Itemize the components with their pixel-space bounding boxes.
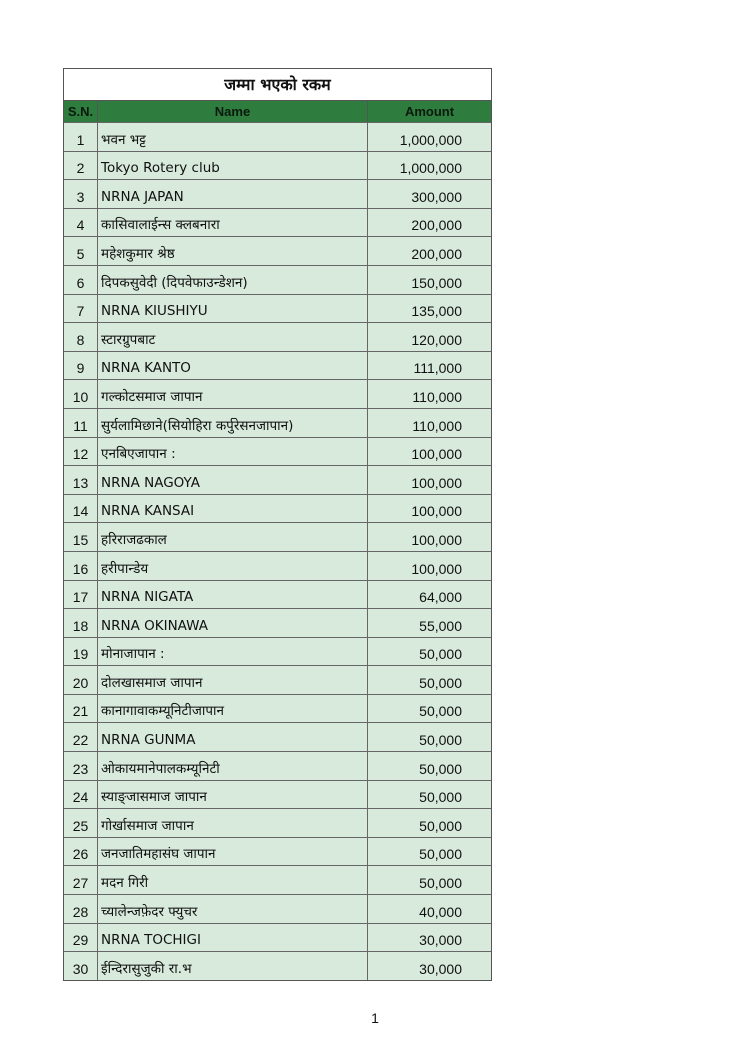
- row-sn: 18: [64, 609, 98, 637]
- row-amount: 50,000: [419, 646, 462, 663]
- row-name: जनजातिमहासंघ जापान: [98, 838, 368, 866]
- table-row: [64, 465, 491, 494]
- row-name: NRNA KANSAI: [98, 495, 368, 523]
- row-name: सुर्यलामिछाने(सियोहिरा कर्पुरेसनजापान): [98, 409, 368, 437]
- row-name: हरीपान्डेय: [98, 552, 368, 580]
- row-sn: 15: [64, 523, 98, 551]
- row-sn: 30: [64, 952, 98, 980]
- table-row: [64, 494, 491, 523]
- row-sn: 7: [64, 295, 98, 323]
- donation-table: [63, 68, 492, 981]
- row-name: NRNA NIGATA: [98, 581, 368, 609]
- row-name: Tokyo Rotery club: [98, 152, 368, 180]
- table-row: [64, 122, 491, 151]
- table-row: [64, 923, 491, 952]
- row-name: भवन भट्ट: [98, 123, 368, 151]
- row-name: कासिवालाईन्स क्लबनारा: [98, 209, 368, 237]
- table-row: [64, 236, 491, 265]
- row-sn: 29: [64, 924, 98, 952]
- row-amount: 64,000: [419, 589, 462, 606]
- table-row: [64, 265, 491, 294]
- row-sn: 4: [64, 209, 98, 237]
- row-amount: 50,000: [419, 703, 462, 720]
- row-sn: 13: [64, 466, 98, 494]
- row-amount: 100,000: [411, 503, 462, 520]
- row-sn: 10: [64, 380, 98, 408]
- table-row: [64, 665, 491, 694]
- row-amount: 100,000: [411, 560, 462, 577]
- row-name: मोनाजापान :: [98, 638, 368, 666]
- table-row: [64, 179, 491, 208]
- row-sn: 24: [64, 781, 98, 809]
- row-name: महेशकुमार श्रेष्ठ: [98, 237, 368, 265]
- table-row: [64, 208, 491, 237]
- row-name: कानागावाकम्यूनिटीजापान: [98, 695, 368, 723]
- row-amount: 50,000: [419, 760, 462, 777]
- table-row: [64, 379, 491, 408]
- row-amount: 200,000: [411, 245, 462, 262]
- row-name: NRNA OKINAWA: [98, 609, 368, 637]
- row-amount: 135,000: [411, 303, 462, 320]
- row-name: स्टारग्रुपबाट: [98, 323, 368, 351]
- row-sn: 5: [64, 237, 98, 265]
- row-name: दोलखासमाज जापान: [98, 666, 368, 694]
- table-row: [64, 551, 491, 580]
- row-name: NRNA NAGOYA: [98, 466, 368, 494]
- table-row: [64, 837, 491, 866]
- table-body: [64, 122, 491, 980]
- row-amount: 40,000: [419, 903, 462, 920]
- row-sn: 28: [64, 895, 98, 923]
- table-row: [64, 951, 491, 980]
- row-sn: 16: [64, 552, 98, 580]
- table-row: [64, 808, 491, 837]
- row-name: NRNA GUNMA: [98, 723, 368, 751]
- row-sn: 21: [64, 695, 98, 723]
- row-amount: 100,000: [411, 474, 462, 491]
- row-amount: 50,000: [419, 846, 462, 863]
- row-sn: 19: [64, 638, 98, 666]
- row-name: NRNA KIUSHIYU: [98, 295, 368, 323]
- row-sn: 1: [64, 123, 98, 151]
- row-amount: 30,000: [419, 960, 462, 977]
- row-name: NRNA JAPAN: [98, 180, 368, 208]
- table-header-row: [64, 101, 491, 122]
- table-row: [64, 608, 491, 637]
- row-sn: 11: [64, 409, 98, 437]
- row-name: एनबिएजापान :: [98, 438, 368, 466]
- row-name: गोर्खासमाज जापान: [98, 809, 368, 837]
- row-name: NRNA TOCHIGI: [98, 924, 368, 952]
- row-name: दिपकसुवेदी (दिपवेफाउन्डेशन): [98, 266, 368, 294]
- row-name: ईन्दिरासुजुकी रा.भ: [98, 952, 368, 980]
- row-name: हरिराजढकाल: [98, 523, 368, 551]
- table-row: [64, 437, 491, 466]
- row-sn: 3: [64, 180, 98, 208]
- row-amount: 300,000: [411, 188, 462, 205]
- table-row: [64, 151, 491, 180]
- header-name: Name: [98, 101, 368, 122]
- table-row: [64, 408, 491, 437]
- table-row: [64, 751, 491, 780]
- row-amount: 120,000: [411, 331, 462, 348]
- row-amount: 110,000: [412, 417, 462, 434]
- table-row: [64, 637, 491, 666]
- table-row: [64, 580, 491, 609]
- row-amount: 50,000: [419, 732, 462, 749]
- table-row: [64, 894, 491, 923]
- table-row: [64, 294, 491, 323]
- row-sn: 23: [64, 752, 98, 780]
- row-amount: 30,000: [419, 932, 462, 949]
- row-amount: 100,000: [411, 446, 462, 463]
- header-sn: S.N.: [64, 101, 98, 122]
- row-sn: 9: [64, 352, 98, 380]
- row-amount: 1,000,000: [399, 131, 462, 148]
- row-name: च्यालेन्जफ़ेदर फ्युचर: [98, 895, 368, 923]
- table-row: [64, 780, 491, 809]
- row-amount: 55,000: [419, 617, 462, 634]
- row-amount: 200,000: [411, 217, 462, 234]
- row-sn: 22: [64, 723, 98, 751]
- table-row: [64, 694, 491, 723]
- row-amount: 50,000: [419, 674, 462, 691]
- row-name: ओकायमानेपालकम्यूनिटी: [98, 752, 368, 780]
- row-sn: 14: [64, 495, 98, 523]
- table-row: [64, 865, 491, 894]
- row-sn: 17: [64, 581, 98, 609]
- row-sn: 6: [64, 266, 98, 294]
- row-name: NRNA KANTO: [98, 352, 368, 380]
- row-sn: 20: [64, 666, 98, 694]
- row-amount: 111,000: [413, 360, 462, 377]
- row-amount: 50,000: [419, 875, 462, 892]
- row-sn: 26: [64, 838, 98, 866]
- row-sn: 2: [64, 152, 98, 180]
- table-row: [64, 722, 491, 751]
- row-sn: 25: [64, 809, 98, 837]
- row-sn: 8: [64, 323, 98, 351]
- row-name: गल्कोटसमाज जापान: [98, 380, 368, 408]
- row-amount: 100,000: [411, 531, 462, 548]
- page-number: 1: [371, 1010, 379, 1026]
- row-amount: 110,000: [412, 388, 462, 405]
- table-row: [64, 322, 491, 351]
- row-amount: 1,000,000: [399, 160, 462, 177]
- table-row: [64, 522, 491, 551]
- row-sn: 12: [64, 438, 98, 466]
- row-amount: 50,000: [419, 817, 462, 834]
- table-row: [64, 351, 491, 380]
- row-amount: 150,000: [411, 274, 462, 291]
- row-amount: 50,000: [419, 789, 462, 806]
- table-title: जम्मा भएको रकम: [64, 69, 491, 101]
- row-name: मदन गिरी: [98, 866, 368, 894]
- header-amount: Amount: [404, 104, 455, 119]
- row-name: स्याङ्जासमाज जापान: [98, 781, 368, 809]
- row-sn: 27: [64, 866, 98, 894]
